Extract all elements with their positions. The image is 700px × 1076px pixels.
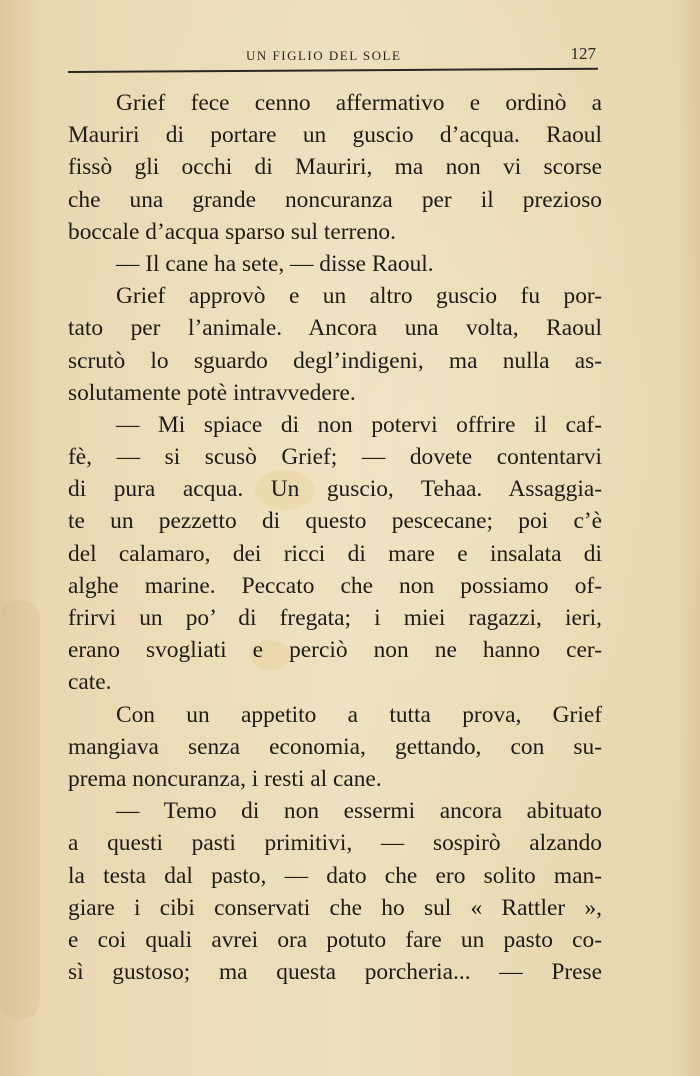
text-line: tato per l’animale. Ancora una volta, Raoul bbox=[68, 315, 602, 342]
text-line: erano svogliati e perciò non ne hanno cer- bbox=[68, 637, 602, 664]
text-line: te un pezzetto di questo pescecane; poi c’è bbox=[68, 508, 602, 535]
text-line: giare i cibi conservati che ho sul « Rattler », bbox=[68, 894, 602, 921]
text-line: Mauriri di portare un guscio d’acqua. Raoul bbox=[68, 122, 602, 149]
paper-stain bbox=[0, 600, 40, 1020]
text-line: di pura acqua. Un guscio, Tehaa. Assaggia- bbox=[68, 476, 602, 503]
text-line: boccale d’acqua sparso sul terreno. bbox=[68, 218, 396, 245]
text-line: Con un appetito a tutta prova, Grief bbox=[116, 701, 602, 728]
page-header bbox=[68, 44, 598, 72]
text-line: — Mi spiace di non potervi offrire il caf- bbox=[116, 411, 602, 438]
text-line: prema noncuranza, i resti al cane. bbox=[68, 765, 382, 792]
text-line: alghe marine. Peccato che non possiamo of- bbox=[68, 572, 602, 599]
text-line: cate. bbox=[68, 669, 112, 696]
text-line: a questi pasti primitivi, — sospirò alzando bbox=[68, 830, 602, 857]
text-line: e coi quali avrei ora potuto fare un pasto co- bbox=[68, 926, 602, 953]
text-line: scrutò lo sguardo degl’indigeni, ma nulla as- bbox=[68, 347, 602, 374]
running-title: UN FIGLIO DEL SOLE bbox=[246, 48, 402, 63]
header-rule bbox=[68, 68, 598, 73]
text-line: Grief approvò e un altro guscio fu por- bbox=[116, 283, 602, 310]
text-line: — Temo di non essermi ancora abituato bbox=[116, 798, 602, 825]
body-text bbox=[68, 87, 602, 988]
text-line: fè, — si scusò Grief; — dovete contentarvi bbox=[68, 444, 602, 471]
text-line: del calamaro, dei ricci di mare e insalata di bbox=[68, 540, 602, 567]
text-line: fissò gli occhi di Mauriri, ma non vi scorse bbox=[68, 154, 602, 181]
text-line: — Il cane ha sete, — disse Raoul. bbox=[116, 250, 434, 277]
text-line: Grief fece cenno affermativo e ordinò a bbox=[116, 90, 602, 116]
text-line: mangiava senza economia, gettando, con su- bbox=[68, 733, 602, 760]
text-line: solutamente potè intravvedere. bbox=[68, 379, 356, 406]
text-line: sì gustoso; ma questa porcheria... — Prese bbox=[68, 959, 602, 986]
text-line: frirvi un po’ di fregata; i miei ragazzi, ieri, bbox=[68, 605, 602, 631]
text-line: la testa dal pasto, — dato che ero solito man- bbox=[68, 862, 602, 889]
page-number: 127 bbox=[570, 44, 596, 63]
text-line: che una grande noncuranza per il prezioso bbox=[68, 186, 602, 213]
